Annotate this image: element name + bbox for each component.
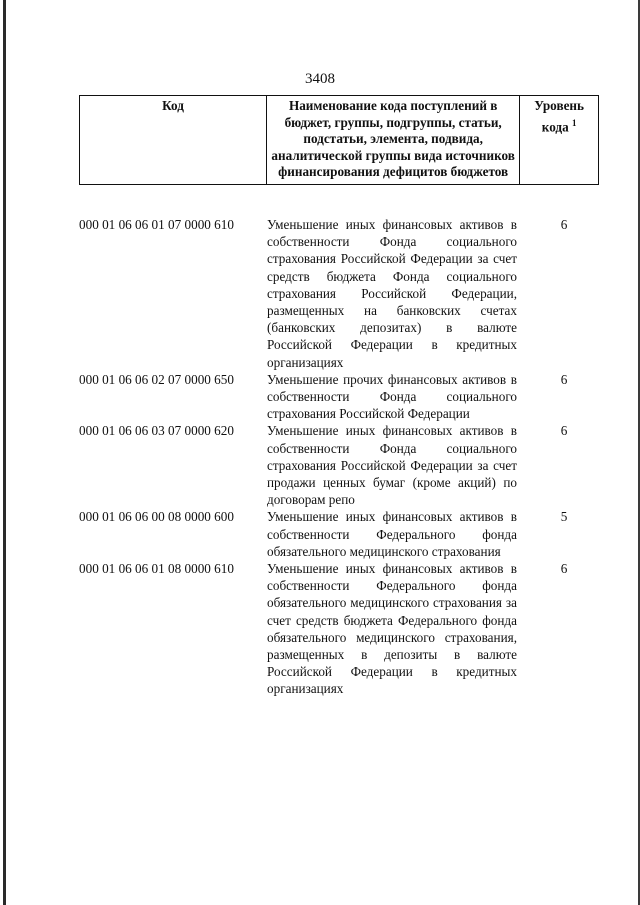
row-description: Уменьшение иных финансовых активов в собственности Федерального фонда обязательного медицинского страхования за счет средств бюджета Федерального фонда обязательного медицинского страхования, размещенных в депозиты в валюте Российской Федерации в кредитных организациях <box>267 561 517 697</box>
row-code: 000 01 06 06 02 07 0000 650 <box>79 371 234 387</box>
row-description: Уменьшение иных финансовых активов в собственности Фонда социального страхования Российской Федерации за счет средств бюджета Фонда социального страхования Российской Федерации, размещенных на банковских счетах (банковских депозитах) в валюте Российской Федерации в кредитных организациях <box>267 217 517 370</box>
code-list <box>79 216 599 698</box>
table-row <box>79 422 599 508</box>
row-code: 000 01 06 06 01 08 0000 610 <box>79 561 234 577</box>
row-code: 000 01 06 06 03 07 0000 620 <box>79 423 234 439</box>
row-description: Уменьшение прочих финансовых активов в собственности Фонда социального страхования Российской Федерации <box>267 371 517 422</box>
row-level: 5 <box>560 509 568 525</box>
table-row <box>79 371 599 423</box>
table-header <box>79 95 599 185</box>
header-level-tail: а <box>562 118 569 134</box>
row-level: 6 <box>560 217 568 232</box>
header-name: Наименование кода поступлений в бюджет, группы, подгруппы, статьи, подстатьи, элемента, подвида, аналитической группы вида источников финансирования дефицитов бюджетов <box>267 96 520 185</box>
row-level: 6 <box>560 371 568 387</box>
scan-border-left <box>3 0 6 905</box>
row-code: 000 01 06 06 01 07 0000 610 <box>79 217 234 232</box>
row-level: 6 <box>560 561 568 577</box>
row-description: Уменьшение иных финансовых активов в собственности Фонда социального страхования Российской Федерации за счет продажи ценных бумаг (кроме акций) по договорам репо <box>267 423 517 508</box>
row-level: 6 <box>560 423 568 439</box>
page-number: 3408 <box>305 71 335 87</box>
row-code: 000 01 06 06 00 08 0000 600 <box>79 509 234 525</box>
header-code: Код <box>80 96 267 185</box>
row-description: Уменьшение иных финансовых активов в собственности Федерального фонда обязательного медицинского страхования <box>267 509 517 559</box>
table-row <box>79 216 599 371</box>
header-level <box>520 96 599 185</box>
table-row <box>79 560 599 698</box>
header-level-footnote: 1 <box>571 117 577 128</box>
table-row <box>79 508 599 560</box>
header-level-label: Уровень код <box>534 98 584 134</box>
